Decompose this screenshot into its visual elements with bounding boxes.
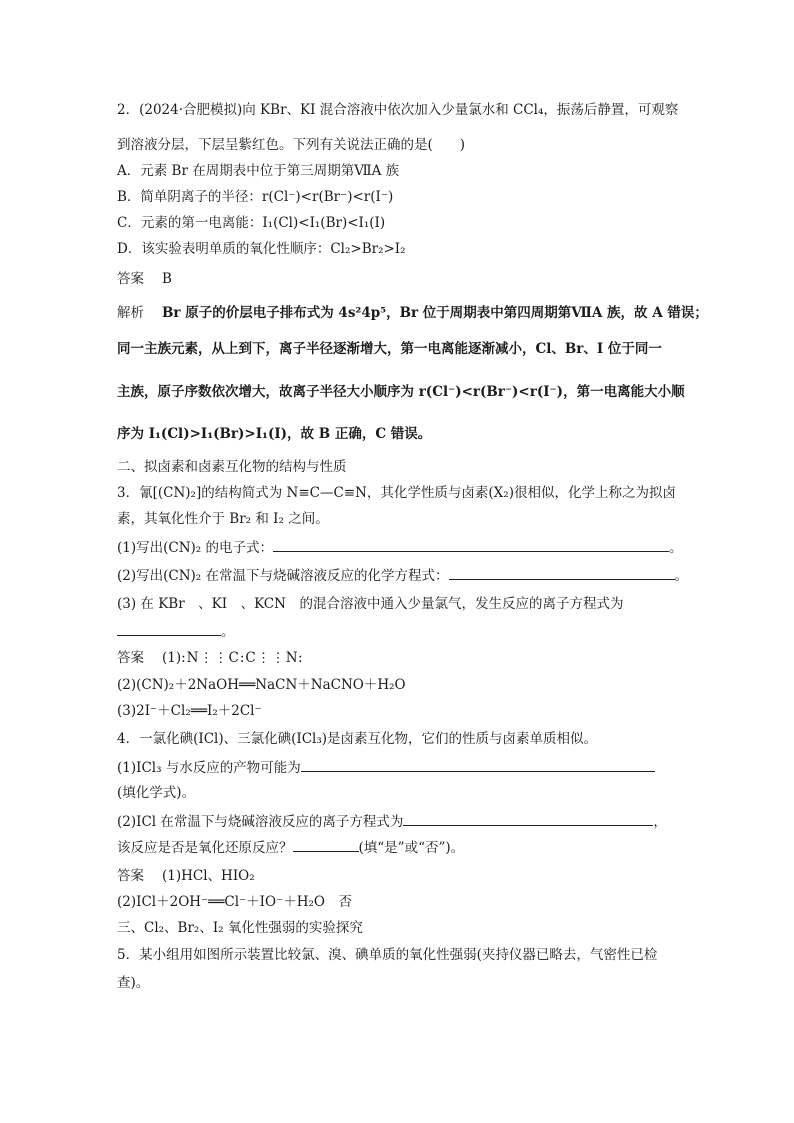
q4-answer-row — [117, 866, 704, 886]
q4-part1-text: (1)ICl₃ 与水反应的产物可能为 — [117, 760, 301, 776]
q4-answer1: (1)HCl、HIO₂ — [162, 868, 255, 884]
q3-answer1-formula: :N⋮⋮C:C⋮⋮N: — [181, 650, 304, 666]
q4-part2-blank[interactable] — [403, 811, 653, 826]
q3-part1-text: (1)写出(CN)₂ 的电子式： — [117, 540, 274, 556]
q2-answer: B — [162, 271, 172, 287]
q2-analysis-text1: Br 原子的价层电子排布式为 4s²4p⁵，Br 位于周期表中第四周期第ⅦA 族，故 A 错误； — [162, 305, 708, 321]
q2-option-c: C．元素的第一电离能：I₁(Cl)<I₁(Br)<I₁(I) — [117, 215, 386, 231]
q2-option-a: A．元素 Br 在周期表中位于第三周期第ⅦA 族 — [117, 163, 400, 179]
q3-part3-line1: (3) 在 KBr 、KI 、KCN 的混合溶液中通入少量氯气，发生反应的离子方程式为 — [117, 596, 624, 612]
q4-stem: 4．一氯化碘(ICl)、三氯化碘(ICl₃)是卤素互化物，它们的性质与卤素单质相似。 — [117, 731, 598, 747]
q3-part2 — [117, 565, 704, 586]
q3-part3-end: 。 — [221, 624, 235, 640]
q2-analysis-line4: 序为 I₁(Cl)>I₁(Br)>I₁(I)，故 B 正确，C 错误。 — [117, 426, 432, 442]
q2-analysis-line1 — [117, 303, 708, 323]
q4-part1 — [117, 757, 704, 778]
q4-part2-q-text: 该反应是否是氧化还原反应？ — [117, 840, 293, 856]
q5-stem-line1: 5．某小组用如图所示装置比较氯、溴、碘单质的氧化性强弱(夹持仪器已略去，气密性已检 — [117, 947, 658, 963]
q3-part3-blank[interactable] — [117, 621, 221, 636]
q2-stem-line1: 2．(2024·合肥模拟)向 KBr、KI 混合溶液中依次加入少量氯水和 CCl₄，振荡后静置，可观察 — [117, 102, 679, 118]
q3-part2-blank[interactable] — [449, 565, 675, 580]
q3-part2-text: (2)写出(CN)₂ 在常温下与烧碱溶液反应的化学方程式： — [117, 568, 449, 584]
q3-part1-end: 。 — [669, 540, 683, 556]
q4-part2-text: (2)ICl 在常温下与烧碱溶液反应的离子方程式为 — [117, 814, 404, 830]
section2-title: 二、拟卤素和卤素互化物的结构与性质 — [117, 459, 347, 475]
q3-stem-line1: 3．氰[(CN)₂]的结构简式为 N≡C—C≡N，其化学性质与卤素(X₂)很相似，化学上称之为拟卤 — [117, 485, 676, 501]
q3-answer3: (3)2I⁻＋Cl₂══I₂＋2Cl⁻ — [117, 703, 262, 719]
q3-answer-row — [117, 648, 704, 668]
answer-label: 答案 — [117, 650, 144, 666]
q4-part1-blank[interactable] — [301, 757, 655, 772]
q3-stem-line2: 素，其氧化性介于 Br₂ 和 I₂ 之间。 — [117, 511, 329, 527]
section3-title: 三、Cl₂、Br₂、I₂ 氧化性强弱的实验探究 — [117, 920, 363, 936]
q2-answer-row — [117, 269, 704, 289]
q3-part1 — [117, 537, 704, 558]
q2-analysis-line2: 同一主族元素，从上到下，离子半径逐渐增大，第一电离能逐渐减小，Cl、Br、I 位于同一 — [117, 341, 662, 357]
q3-part1-blank[interactable] — [273, 537, 669, 552]
analysis-label: 解析 — [117, 305, 144, 321]
q3-part2-end: 。 — [674, 568, 689, 584]
q4-part2-q-blank[interactable] — [293, 837, 359, 852]
q2-analysis-line3: 主族，原子序数依次增大，故离子半径大小顺序为 r(Cl⁻)<r(Br⁻)<r(I⁻)，第一电离能大小顺 — [117, 384, 685, 400]
q4-part2 — [117, 811, 704, 832]
q2-option-d: D．该实验表明单质的氧化性顺序：Cl₂>Br₂>I₂ — [117, 241, 406, 257]
q4-part2-end: ， — [653, 814, 667, 830]
q5-stem-line2: 查)。 — [117, 975, 150, 991]
q4-part1-note: (填化学式)。 — [117, 785, 196, 801]
q3-answer1-prefix: (1) — [162, 650, 182, 666]
answer-label: 答案 — [117, 271, 144, 287]
q3-answer2: (2)(CN)₂＋2NaOH══NaCN＋NaCNO＋H₂O — [117, 677, 406, 693]
q4-part2-question — [117, 837, 704, 858]
q3-part3-line2 — [117, 621, 704, 642]
q4-part2-q-end: (填“是”或“否”)。 — [358, 840, 465, 856]
answer-label: 答案 — [117, 868, 144, 884]
q2-option-b: B．简单阴离子的半径：r(Cl⁻)<r(Br⁻)<r(I⁻) — [117, 189, 394, 205]
q4-answer2: (2)ICl＋2OH⁻══Cl⁻＋IO⁻＋H₂O 否 — [117, 894, 352, 910]
q2-stem-line2: 到溶液分层，下层呈紫红色。下列有关说法正确的是( ) — [117, 137, 466, 153]
